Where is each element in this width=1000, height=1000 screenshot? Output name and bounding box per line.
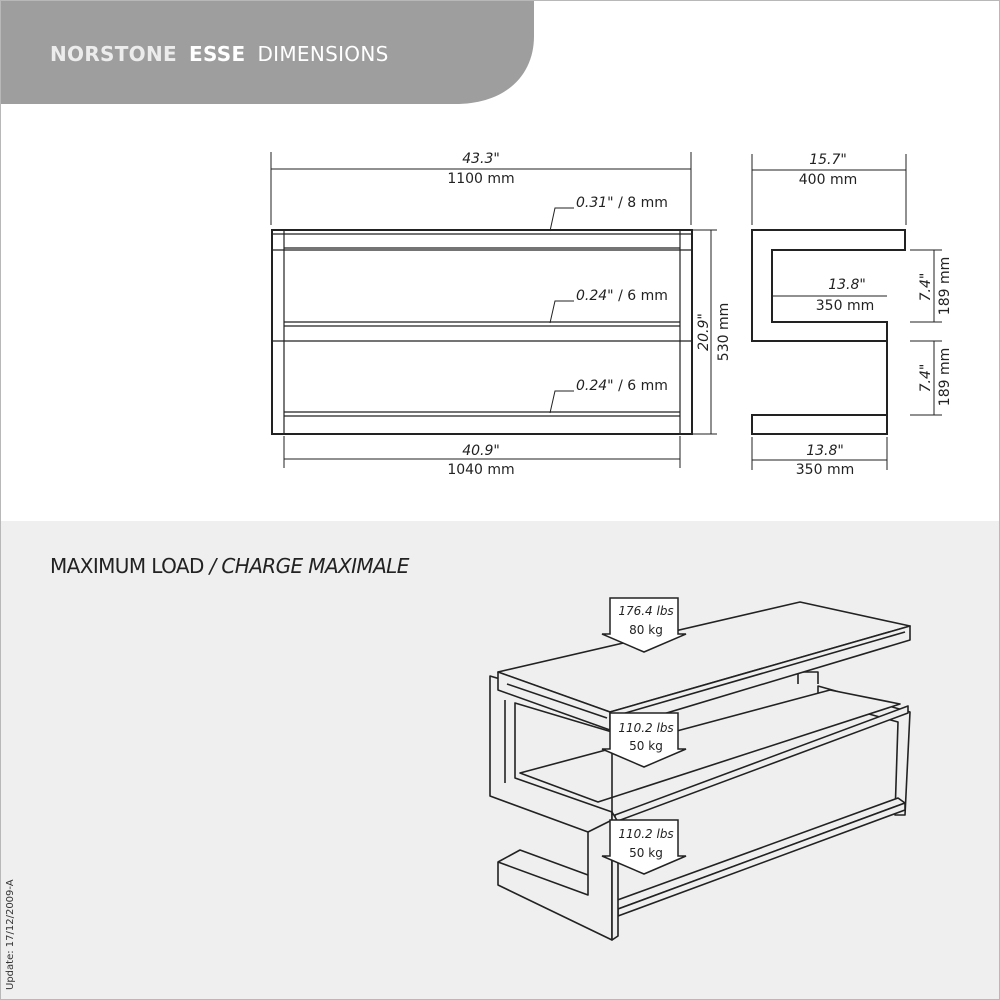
stand-3d [490,602,910,940]
load-mid-kg: 50 kg [629,739,663,753]
shelf-bottom-mm: / 6 mm [613,378,668,394]
front-width-in: 43.3" [462,151,500,167]
shelf-top-in: 0.31" [576,195,614,211]
front-inner-width-mm: 1040 mm [447,462,515,478]
front-height-in: 20.9" [696,313,712,351]
side-depth-in: 15.7" [809,152,847,168]
shelf-top-mm: / 8 mm [613,195,668,211]
shelf-mid-in: 0.24" [576,288,614,304]
load-mid-lbs: 110.2 lbs [618,721,674,735]
side-lower-gap-mm: 189 mm [937,347,953,407]
side-upper-gap-mm: 189 mm [937,256,953,316]
shelf-bottom-in: 0.24" [576,378,614,394]
load-top-kg: 80 kg [629,623,663,637]
side-inner-depth-mm: 350 mm [815,298,875,314]
side-upper-gap-in: 7.4" [918,272,934,302]
side-lower-gap-in: 7.4" [918,363,934,393]
brand-name: NORSTONE [50,42,177,66]
max-load-title-fr: / CHARGE MAXIMALE [209,554,409,578]
side-inner-depth-in: 13.8" [828,277,866,293]
front-width-mm: 1100 mm [447,171,515,187]
max-load-title-en: MAXIMUM LOAD [50,554,204,578]
load-bottom-kg: 50 kg [629,846,663,860]
front-inner-width-in: 40.9" [462,443,500,459]
side-depth-mm: 400 mm [798,172,858,188]
load-bottom-lbs: 110.2 lbs [618,827,674,841]
title-subtitle: DIMENSIONS [257,42,389,66]
side-bottom-depth-mm: 350 mm [795,462,855,478]
side-bottom-depth-in: 13.8" [806,443,844,459]
front-height-mm: 530 mm [716,302,732,362]
update-note: Update: 17/12/2009-A [5,879,16,990]
load-top-lbs: 176.4 lbs [618,604,674,618]
shelf-mid-mm: / 6 mm [613,288,668,304]
model-name: ESSE [189,42,246,66]
